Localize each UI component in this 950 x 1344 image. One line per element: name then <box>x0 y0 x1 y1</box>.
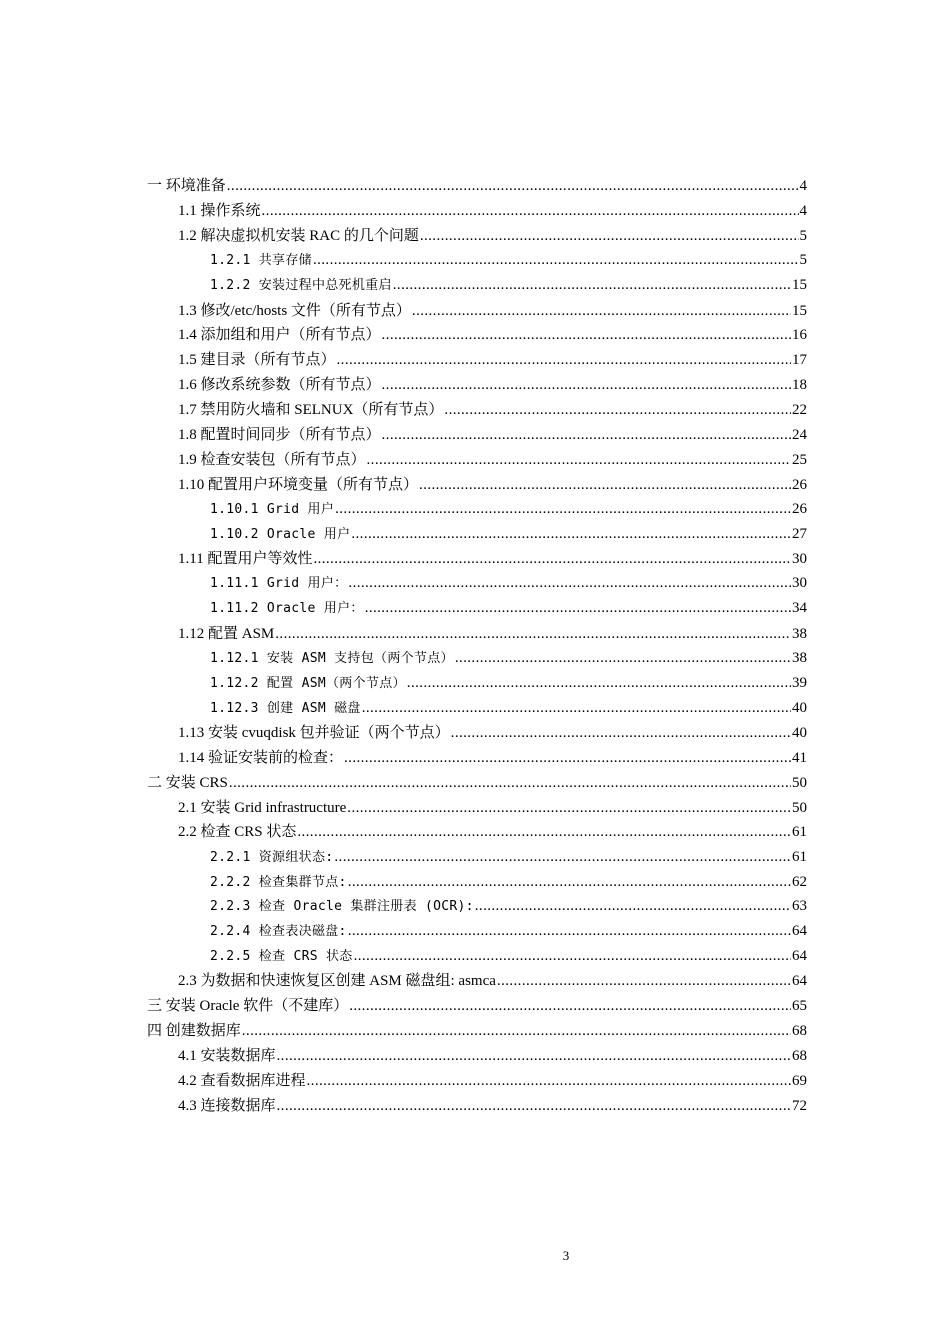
toc-dot-leader <box>242 1021 791 1041</box>
toc-dot-leader <box>354 946 791 966</box>
toc-entry-page: 61 <box>792 848 807 865</box>
toc-entry-title: 1.2.1 共享存储 <box>210 253 312 269</box>
toc-entry[interactable] <box>0 596 950 621</box>
toc-entry-page: 40 <box>792 724 807 741</box>
toc-dot-leader <box>344 748 791 768</box>
toc-entry-page: 25 <box>792 451 807 468</box>
toc-dot-leader <box>348 573 791 593</box>
toc-dot-leader <box>382 325 791 345</box>
toc-dot-leader <box>348 921 791 941</box>
toc-entry-title: 1.2.2 安装过程中总死机重启 <box>210 278 392 294</box>
toc-dot-leader <box>277 1096 791 1116</box>
toc-entry[interactable] <box>0 621 950 646</box>
toc-entry[interactable] <box>0 497 950 522</box>
toc-entry-title: 2.1 安装 Grid infrastructure <box>178 799 347 816</box>
toc-entry[interactable] <box>0 447 950 472</box>
toc-entry-title: 1.14 验证安装前的检查： <box>178 749 344 766</box>
toc-entry-page: 34 <box>792 600 807 617</box>
toc-dot-leader <box>348 872 791 892</box>
toc-entry[interactable] <box>0 919 950 944</box>
toc-dot-leader <box>229 773 791 793</box>
toc-dot-leader <box>367 450 791 470</box>
toc-entry[interactable] <box>0 1068 950 1093</box>
toc-dot-leader <box>351 524 791 544</box>
toc-entry-page: 26 <box>792 476 807 493</box>
toc-entry[interactable] <box>0 795 950 820</box>
toc-entry-page: 50 <box>792 774 807 791</box>
toc-entry[interactable] <box>0 994 950 1019</box>
toc-entry-page: 68 <box>792 1047 807 1064</box>
toc-entry-page: 27 <box>792 525 807 542</box>
toc-dot-leader <box>313 549 791 569</box>
toc-entry[interactable] <box>0 820 950 845</box>
toc-entry-page: 68 <box>792 1023 807 1040</box>
toc-dot-leader <box>497 971 791 991</box>
toc-entry[interactable] <box>0 224 950 249</box>
toc-entry[interactable] <box>0 472 950 497</box>
toc-entry-title: 1.1 操作系统 <box>178 203 261 220</box>
toc-entry-page: 40 <box>792 699 807 716</box>
toc-entry-page: 18 <box>792 377 807 394</box>
toc-entry-title: 2.2.4 检查表决磁盘: <box>210 924 347 940</box>
toc-entry[interactable] <box>0 870 950 895</box>
toc-entry-page: 41 <box>792 749 807 766</box>
toc-entry-title: 1.12.1 安装 ASM 支持包（两个节点） <box>210 650 454 666</box>
toc-dot-leader <box>382 425 791 445</box>
toc-entry-title: 1.12 配置 ASM <box>178 625 275 642</box>
toc-dot-leader <box>412 301 791 321</box>
toc-entry[interactable] <box>0 770 950 795</box>
toc-entry-title: 1.10.2 Oracle 用户 <box>210 526 351 542</box>
toc-dot-leader <box>382 375 791 395</box>
toc-entry[interactable] <box>0 174 950 199</box>
toc-entry-title: 2.2.1 资源组状态: <box>210 849 334 865</box>
toc-dot-leader <box>227 176 799 196</box>
toc-entry-title: 一 环境准备 <box>147 178 226 195</box>
toc-entry-title: 4.3 连接数据库 <box>178 1097 276 1114</box>
toc-entry-title: 4.1 安装数据库 <box>178 1047 276 1064</box>
toc-entry-title: 1.3 修改/etc/hosts 文件（所有节点） <box>178 302 411 319</box>
toc-dot-leader <box>262 201 799 221</box>
toc-entry-page: 4 <box>799 178 807 195</box>
toc-entry-page: 62 <box>792 873 807 890</box>
toc-entry-title: 1.2 解决虚拟机安装 RAC 的几个问题 <box>178 228 419 245</box>
toc-dot-leader <box>365 598 791 618</box>
toc-entry[interactable] <box>0 522 950 547</box>
toc-entry-title: 1.11 配置用户等效性 <box>178 551 313 568</box>
toc-entry[interactable] <box>0 398 950 423</box>
toc-entry[interactable] <box>0 373 950 398</box>
toc-entry-page: 39 <box>792 674 807 691</box>
toc-entry-title: 2.2.2 检查集群节点: <box>210 874 347 890</box>
toc-entry-title: 1.5 建目录（所有节点） <box>178 352 336 369</box>
toc-entry-title: 2.2.3 检查 Oracle 集群注册表 (OCR): <box>210 899 474 915</box>
toc-entry-page: 65 <box>792 998 807 1015</box>
toc-entry-title: 1.6 修改系统参数（所有节点） <box>178 377 381 394</box>
toc-entry-page: 22 <box>792 402 807 419</box>
toc-entry-page: 17 <box>792 352 807 369</box>
toc-entry[interactable] <box>0 969 950 994</box>
toc-entry[interactable] <box>0 671 950 696</box>
toc-entry[interactable] <box>0 944 950 969</box>
toc-entry[interactable] <box>0 745 950 770</box>
toc-dot-leader <box>407 673 791 693</box>
toc-entry-page: 69 <box>792 1072 807 1089</box>
toc-entry[interactable] <box>0 323 950 348</box>
toc-entry-title: 1.13 安装 cvuqdisk 包并验证（两个节点） <box>178 724 450 741</box>
toc-dot-leader <box>277 1046 791 1066</box>
toc-entry-title: 1.8 配置时间同步（所有节点） <box>178 426 381 443</box>
toc-dot-leader <box>455 648 791 668</box>
toc-entry-title: 1.10.1 Grid 用户 <box>210 501 335 517</box>
toc-entry[interactable] <box>0 1044 950 1069</box>
toc-entry-title: 1.12.3 创建 ASM 磁盘 <box>210 700 361 716</box>
page-number: 3 <box>562 1248 570 1263</box>
toc-dot-leader <box>335 499 791 519</box>
toc-entry[interactable] <box>0 298 950 323</box>
toc-entry[interactable] <box>0 199 950 224</box>
toc-dot-leader <box>347 798 791 818</box>
toc-dot-leader <box>475 896 791 916</box>
toc-entry-page: 24 <box>792 426 807 443</box>
table-of-contents <box>0 174 950 1118</box>
toc-entry[interactable] <box>0 273 950 298</box>
toc-entry-title: 2.2 检查 CRS 状态 <box>178 824 297 841</box>
toc-entry[interactable] <box>0 249 950 274</box>
toc-dot-leader <box>451 723 791 743</box>
toc-entry[interactable] <box>0 547 950 572</box>
toc-entry[interactable] <box>0 572 950 597</box>
toc-entry-title: 1.9 检查安装包（所有节点） <box>178 451 366 468</box>
toc-entry-page: 30 <box>792 575 807 592</box>
toc-entry[interactable] <box>0 696 950 721</box>
toc-entry-page: 16 <box>792 327 807 344</box>
toc-entry-title: 三 安装 Oracle 软件（不建库） <box>147 998 349 1015</box>
toc-entry-page: 63 <box>792 898 807 915</box>
toc-entry-page: 38 <box>792 649 807 666</box>
toc-entry-title: 1.12.2 配置 ASM（两个节点） <box>210 675 406 691</box>
toc-dot-leader <box>297 822 791 842</box>
toc-entry-page: 15 <box>792 277 807 294</box>
toc-entry-page: 5 <box>799 228 807 245</box>
toc-entry[interactable] <box>0 894 950 919</box>
toc-dot-leader <box>337 350 791 370</box>
toc-entry[interactable] <box>0 1093 950 1118</box>
toc-entry-title: 四 创建数据库 <box>147 1023 241 1040</box>
toc-entry[interactable] <box>0 422 950 447</box>
toc-entry-title: 1.4 添加组和用户（所有节点） <box>178 327 381 344</box>
toc-dot-leader <box>419 475 791 495</box>
toc-entry-page: 64 <box>792 948 807 965</box>
toc-dot-leader <box>349 996 791 1016</box>
toc-entry[interactable] <box>0 721 950 746</box>
toc-entry-title: 2.2.5 检查 CRS 状态 <box>210 949 353 965</box>
toc-entry-page: 15 <box>792 302 807 319</box>
toc-entry-page: 50 <box>792 799 807 816</box>
toc-entry-title: 二 安装 CRS <box>147 774 228 791</box>
toc-entry-title: 1.11.2 Oracle 用户： <box>210 601 364 617</box>
toc-dot-leader <box>334 847 791 867</box>
toc-dot-leader <box>393 275 791 295</box>
toc-dot-leader <box>420 226 799 246</box>
toc-entry[interactable] <box>0 646 950 671</box>
toc-entry-title: 1.10 配置用户环境变量（所有节点） <box>178 476 419 493</box>
toc-entry-page: 30 <box>792 551 807 568</box>
toc-dot-leader <box>307 1071 791 1091</box>
toc-entry-page: 64 <box>792 973 807 990</box>
toc-entry[interactable] <box>0 1019 950 1044</box>
toc-dot-leader <box>313 250 799 270</box>
toc-entry[interactable] <box>0 348 950 373</box>
toc-entry-page: 5 <box>799 252 807 269</box>
toc-entry-title: 4.2 查看数据库进程 <box>178 1072 306 1089</box>
toc-entry-page: 61 <box>792 824 807 841</box>
toc-dot-leader <box>275 624 791 644</box>
toc-dot-leader <box>362 698 791 718</box>
toc-entry[interactable] <box>0 845 950 870</box>
toc-entry-title: 1.11.1 Grid 用户： <box>210 576 348 592</box>
toc-entry-page: 72 <box>792 1097 807 1114</box>
toc-dot-leader <box>444 400 791 420</box>
toc-entry-page: 38 <box>792 625 807 642</box>
toc-entry-page: 64 <box>792 923 807 940</box>
toc-entry-title: 1.7 禁用防火墙和 SELNUX（所有节点） <box>178 402 444 419</box>
toc-entry-title: 2.3 为数据和快速恢复区创建 ASM 磁盘组: asmca <box>178 973 496 990</box>
toc-entry-page: 26 <box>792 500 807 517</box>
toc-entry-page: 4 <box>799 203 807 220</box>
